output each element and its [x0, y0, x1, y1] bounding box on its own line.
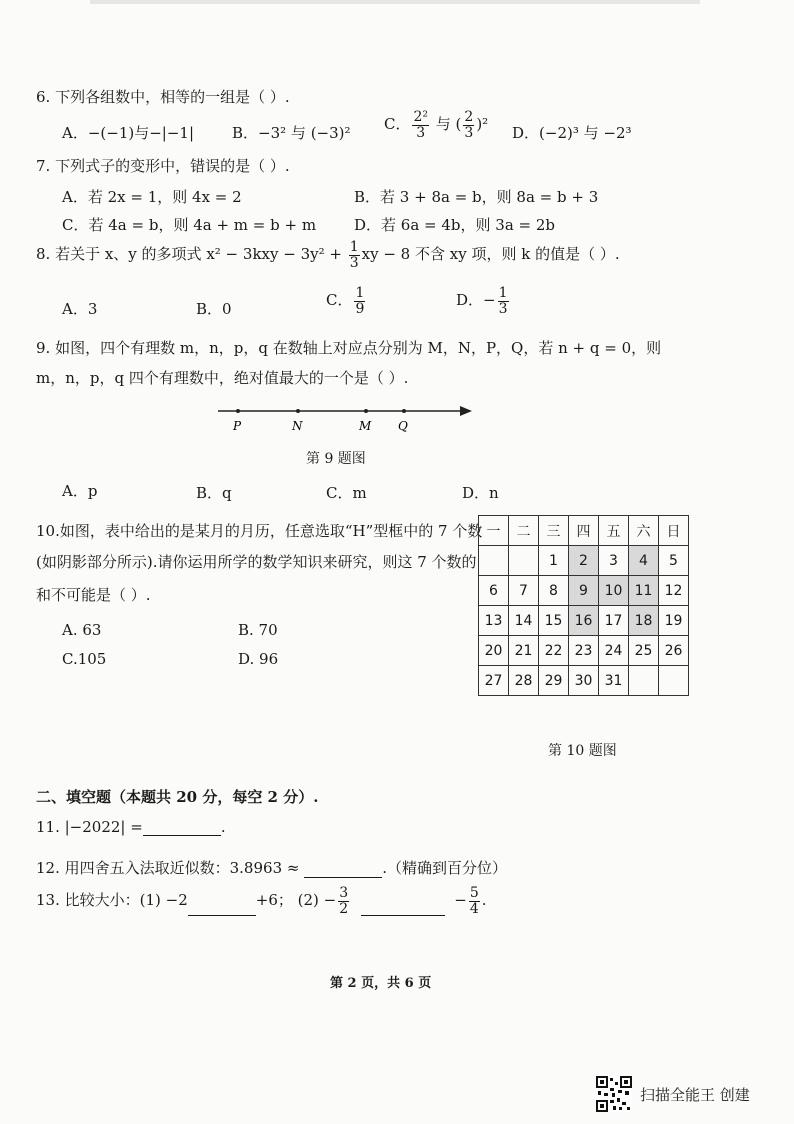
q6-option-c — [384, 110, 488, 140]
q13-tail: . — [481, 891, 487, 910]
calendar-cell: 6 — [479, 576, 509, 606]
point-q-dot — [402, 409, 406, 413]
calendar-row — [479, 636, 689, 666]
q12 — [36, 857, 507, 878]
q10-option-d: D. 96 — [238, 650, 279, 668]
calendar-cell-shaded: 4 — [629, 546, 659, 576]
calendar-cell: 7 — [509, 576, 539, 606]
q7-option-c: C．若 4a = b，则 4a + m = b + m — [62, 216, 317, 234]
calendar-row — [479, 546, 689, 576]
calendar-cell: 24 — [599, 636, 629, 666]
q7-stem: 7. 下列式子的变形中，错误的是（ ）. — [36, 157, 290, 175]
q6-option-c-frac1: $\frac{\text{2²}}{3}$ — [413, 109, 429, 141]
calendar-cell: 17 — [599, 606, 629, 636]
q11-tail: . — [220, 818, 226, 836]
q13-frac-2-sign: − — [454, 891, 467, 910]
calendar-header-cell: 四 — [569, 516, 599, 546]
q13-frac-1: $\frac{3}{2}$ — [339, 885, 349, 917]
calendar-cell: 5 — [659, 546, 689, 576]
q8-option-d — [456, 286, 511, 316]
point-n-dot — [296, 409, 300, 413]
q8-stem-frac: $\frac{1}{3}$ — [349, 239, 359, 271]
q12-tail: .（精确到百分位） — [382, 859, 508, 877]
calendar-cell: 12 — [659, 576, 689, 606]
q10-option-c: C.105 — [62, 650, 107, 668]
calendar-cell: 29 — [539, 666, 569, 696]
q6-option-a: A．−(−1)与−|−1| — [62, 124, 195, 142]
calendar-header-row — [479, 516, 689, 546]
q9-stem-line2: m，n，p，q 四个有理数中，绝对值最大的一个是（ ）. — [36, 369, 409, 387]
calendar-cell-shaded: 10 — [599, 576, 629, 606]
q8-option-d-label: D．− — [456, 291, 496, 310]
number-line-arrow-icon — [460, 406, 472, 416]
calendar-cell: 28 — [509, 666, 539, 696]
calendar-cell: 30 — [569, 666, 599, 696]
calendar-cell-shaded: 2 — [569, 546, 599, 576]
q13 — [36, 886, 487, 916]
calendar-cell: 25 — [629, 636, 659, 666]
calendar-cell-shaded: 9 — [569, 576, 599, 606]
q8-option-b: B．0 — [196, 300, 232, 318]
q8-option-c — [326, 286, 367, 316]
q6-option-d: D．(−2)³ 与 −2³ — [512, 124, 632, 142]
q11-answer-blank[interactable] — [143, 819, 221, 836]
q10-option-b: B. 70 — [238, 621, 278, 639]
calendar-cell: 15 — [539, 606, 569, 636]
q6-option-b-text: −3² 与 (−3)² — [258, 124, 351, 142]
q13-mid: +6； (2) − — [255, 891, 337, 910]
q9-option-c: C．m — [326, 484, 367, 502]
calendar-header-cell: 六 — [629, 516, 659, 546]
q7-option-d: D．若 6a = 4b，则 3a = 2b — [354, 216, 556, 234]
q8-option-d-frac: $\frac{1}{3}$ — [498, 285, 508, 317]
q11-text: 11. |−2022| = — [36, 818, 143, 836]
calendar-header-cell: 二 — [509, 516, 539, 546]
q10-stem-line2: (如阴影部分所示).请你运用所学的数学知识来研究，则这 7 个数的 — [36, 553, 477, 571]
calendar-cell: 20 — [479, 636, 509, 666]
calendar-row — [479, 606, 689, 636]
q8-option-c-label: C． — [326, 291, 353, 310]
q13-pre: 13. 比较大小：(1) −2 — [36, 891, 188, 910]
calendar-cell: 19 — [659, 606, 689, 636]
q6-option-c-tail: )² — [476, 115, 489, 134]
q10-option-a: A. 63 — [62, 621, 102, 639]
q13-blank-2[interactable] — [361, 899, 445, 916]
q10-stem-line1: 10.如图，表中给出的是某月的月历，任意选取“H”型框中的 7 个数 — [36, 522, 483, 540]
calendar-cell-shaded: 11 — [629, 576, 659, 606]
calendar-cell — [509, 546, 539, 576]
q11 — [36, 818, 226, 836]
calendar-cell: 3 — [599, 546, 629, 576]
calendar-cell: 13 — [479, 606, 509, 636]
calendar-cell — [659, 666, 689, 696]
calendar-cell: 1 — [539, 546, 569, 576]
calendar-cell: 31 — [599, 666, 629, 696]
calendar-header-cell: 一 — [479, 516, 509, 546]
calendar-cell — [479, 546, 509, 576]
q8-stem — [36, 240, 620, 270]
calendar-header-cell: 日 — [659, 516, 689, 546]
calendar-header-cell: 五 — [599, 516, 629, 546]
q8-option-c-frac: $\frac{1}{9}$ — [355, 285, 365, 317]
point-m-label: M — [359, 419, 372, 433]
calendar-cell: 23 — [569, 636, 599, 666]
q9-option-d: D．n — [462, 484, 499, 502]
calendar-cell: 8 — [539, 576, 569, 606]
point-p-dot — [236, 409, 240, 413]
point-m-dot — [364, 409, 368, 413]
point-n-label: N — [292, 419, 303, 433]
calendar-cell: 21 — [509, 636, 539, 666]
calendar-cell: 22 — [539, 636, 569, 666]
q9-caption: 第 9 题图 — [306, 451, 366, 467]
calendar-cell-shaded: 18 — [629, 606, 659, 636]
q8-option-a: A．3 — [62, 300, 98, 318]
q12-text: 12. 用四舍五入法取近似数：3.8963 ≈ — [36, 859, 300, 877]
top-scan-edge — [90, 0, 700, 4]
page-footer: 第 2 页，共 6 页 — [330, 976, 432, 991]
q6-option-c-mid: 与 ( — [431, 115, 462, 134]
scanner-watermark: 扫描全能王 创建 — [640, 1086, 750, 1104]
q9-option-a: A．p — [62, 482, 98, 500]
q9-option-b: B．q — [196, 484, 232, 502]
q12-answer-blank[interactable] — [304, 861, 382, 878]
q6-option-b-label: B． — [232, 124, 259, 142]
qr-code-icon — [596, 1076, 632, 1112]
q10-stem-line3: 和不可能是（ ）. — [36, 586, 151, 604]
q13-blank-1[interactable] — [188, 899, 256, 916]
point-q-label: Q — [398, 419, 408, 433]
calendar-cell-shaded: 16 — [569, 606, 599, 636]
q6-stem: 6. 下列各组数中，相等的一组是（ ）. — [36, 88, 290, 106]
q9-stem-line1: 9. 如图，四个有理数 m，n，p，q 在数轴上对应点分别为 M，N，P，Q，若 n + q = 0，则 — [36, 339, 662, 357]
q6-option-c-label: C． — [384, 115, 411, 134]
section2-title: 二、填空题（本题共 20 分，每空 2 分）. — [36, 788, 319, 806]
calendar-cell — [629, 666, 659, 696]
q6-option-b — [232, 122, 351, 143]
number-line-figure — [210, 400, 480, 440]
calendar-header-cell: 三 — [539, 516, 569, 546]
calendar-row — [479, 666, 689, 696]
calendar-cell: 14 — [509, 606, 539, 636]
point-p-label: P — [233, 419, 242, 433]
q8-stem-post: xy − 8 不含 xy 项，则 k 的值是（ ）. — [361, 245, 620, 264]
q7-option-b: B．若 3 + 8a = b，则 8a = b + 3 — [354, 188, 599, 206]
calendar-row — [479, 576, 689, 606]
q10-caption: 第 10 题图 — [548, 743, 617, 759]
calendar-cell: 26 — [659, 636, 689, 666]
q8-stem-pre: 8. 若关于 x、y 的多项式 x² − 3kxy − 3y² + — [36, 245, 347, 264]
calendar-cell: 27 — [479, 666, 509, 696]
q7-option-a: A．若 2x = 1，则 4x = 2 — [62, 188, 242, 206]
calendar-table — [478, 515, 689, 696]
q13-frac-2: $\frac{5}{4}$ — [469, 885, 479, 917]
q6-option-c-frac2: $\frac{2}{3}$ — [464, 109, 474, 141]
